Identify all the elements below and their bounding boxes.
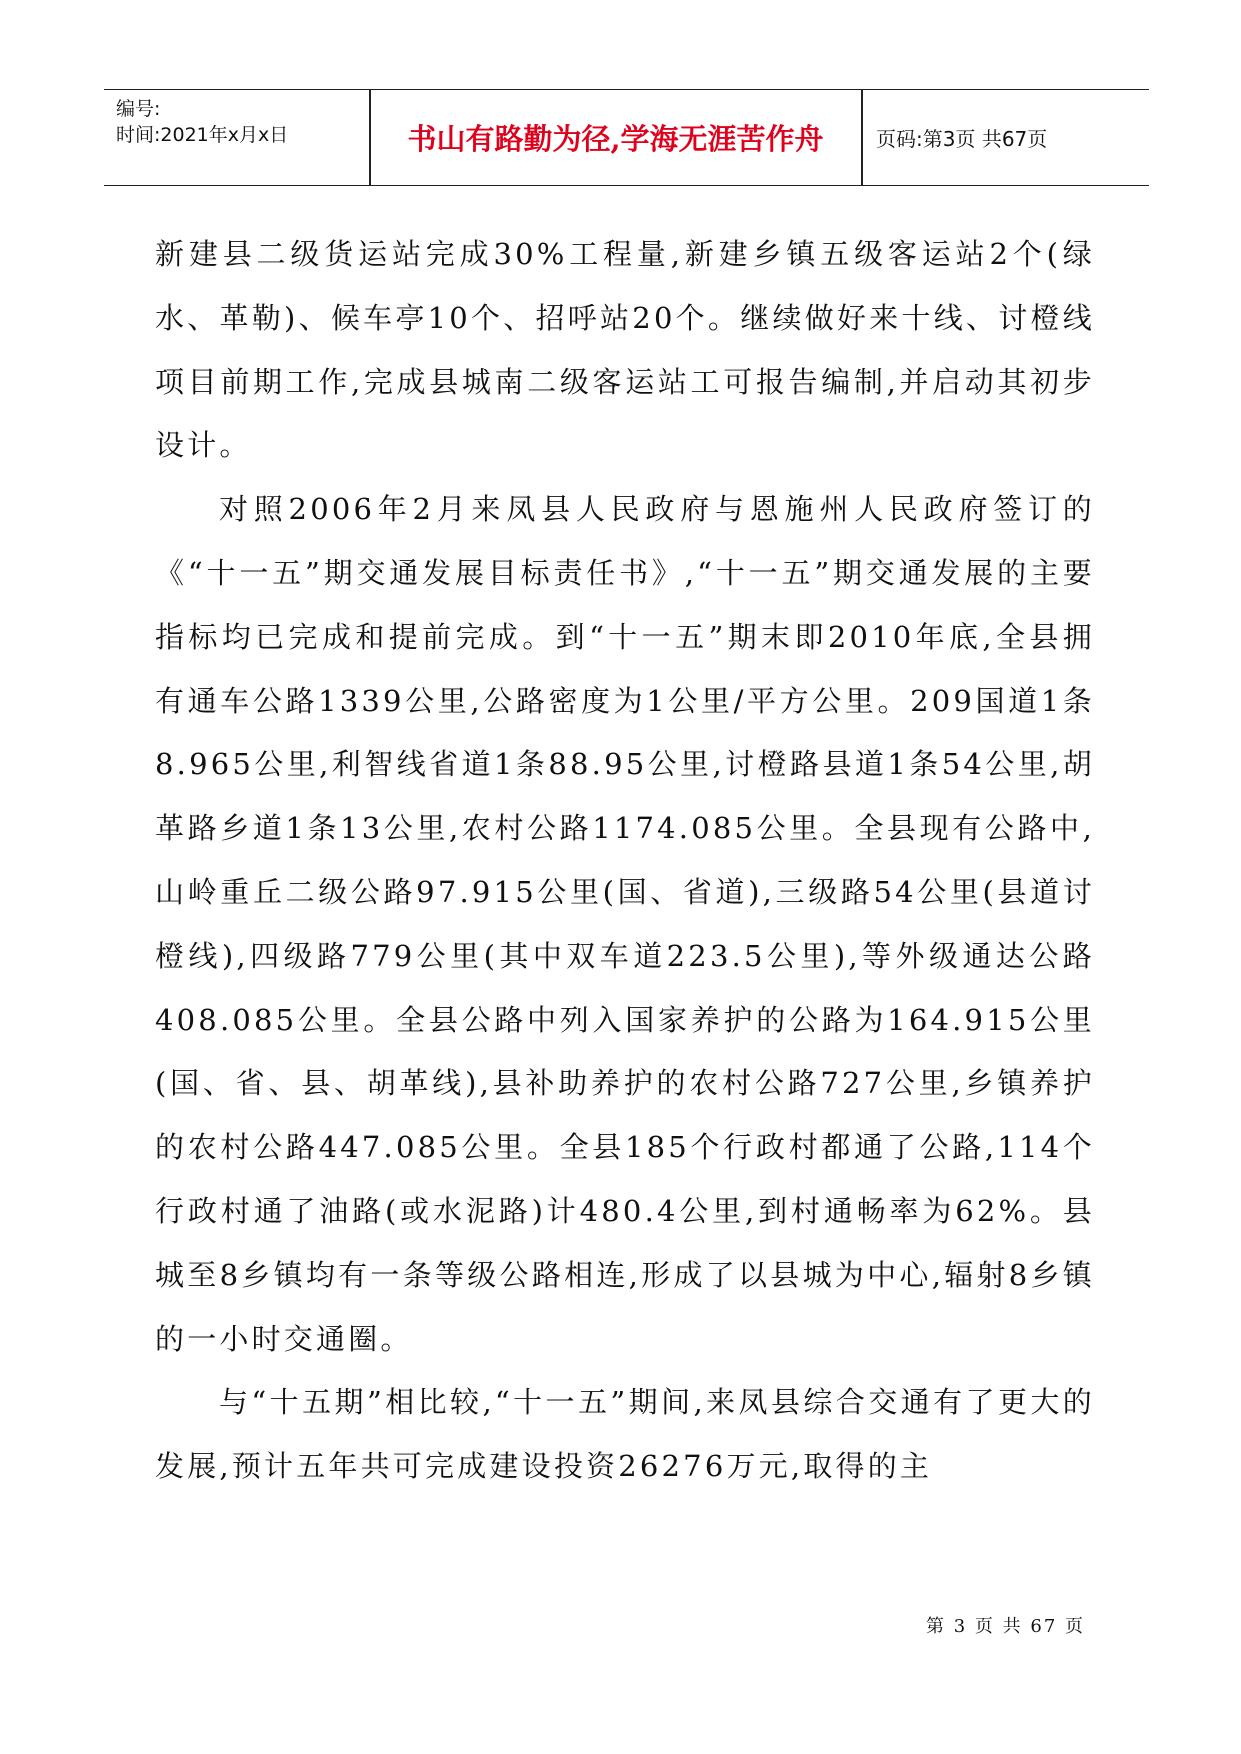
serial-label: 编号:	[116, 98, 161, 120]
page-footer: 第 3 页 共 67 页	[926, 1616, 1085, 1637]
page-header	[104, 89, 1149, 186]
header-meta	[104, 90, 369, 185]
time-label: 时间:2021年x月x日	[116, 124, 289, 146]
header-divider	[861, 90, 863, 185]
paragraph: 新建县二级货运站完成30%工程量,新建乡镇五级客运站2个(绿水、革勒)、候车亭10个、招呼站20个。继续做好来十线、讨橙线项目前期工作,完成县城南二级客运站工可报告编制,并启动其初步设计。	[155, 237, 1095, 463]
paragraph: 对照2006年2月来凤县人民政府与恩施州人民政府签订的《“十一五”期交通发展目标责任书》,“十一五”期交通发展的主要指标均已完成和提前完成。到“十一五”期末即2010年底,全县拥有通车公路1339公里,公路密度为1公里/平方公里。209国道1条8.965公里,利智线省道1条88.95公里,讨橙路县道1条54公里,胡革路乡道1条13公里,农村公路1174.085公里。全县现有公路中,山岭重丘二级公路97.915公里(国、省道),三级路54公里(县道讨橙线),四级路779公里(其中双车道223.5公里),等外级通达公路408.085公里。全县公路中列入国家养护的公路为164.915公里(国、省、县、胡革线),县补助养护的农村公路727公里,乡镇养护的农村公路447.085公里。全县185个行政村都通了公路,114个行政村通了油路(或水泥路)计480.4公里,到村通畅率为62%。县城至8乡镇均有一条等级公路相连,形成了以县城为中心,辐射8乡镇的一小时交通圈。	[155, 492, 1095, 1356]
header-motto: 书山有路勤为径,学海无涯苦作舟	[407, 122, 824, 156]
paragraph: 与“十五期”相比较,“十一五”期间,来凤县综合交通有了更大的发展,预计五年共可完成建设投资26276万元,取得的主	[155, 1385, 1095, 1484]
document-body	[155, 223, 1095, 1499]
header-page-info: 页码:第3页 共67页	[876, 127, 1048, 151]
